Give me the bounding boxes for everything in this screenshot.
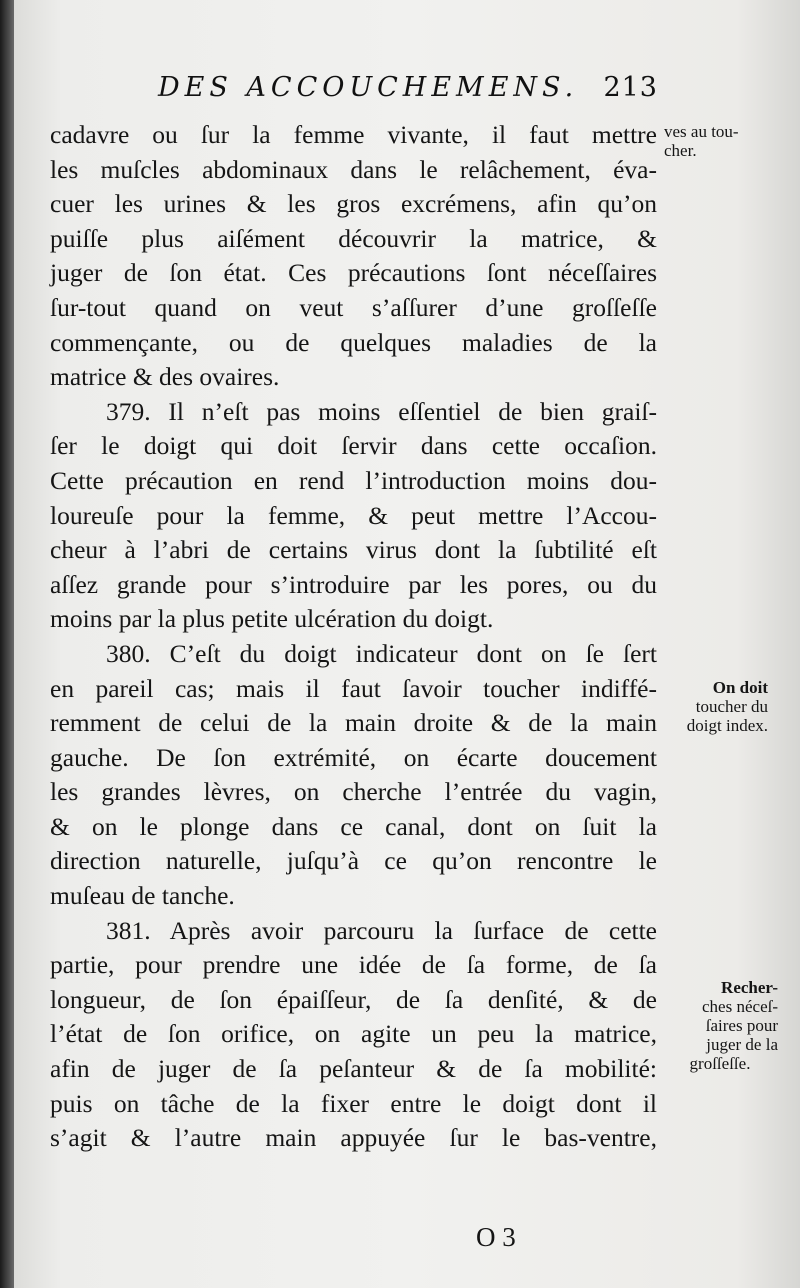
body-text <box>50 118 657 1156</box>
text-line: Cette précaution en rend l’introduction moins dou- <box>50 465 657 495</box>
margin-note-line: doigt index. <box>686 716 768 735</box>
text-line: longueur, de ſon épaiſſeur, de ſa denſité, & de <box>50 984 657 1014</box>
margin-note-line: toucher du <box>695 697 768 716</box>
page-number: 213 <box>603 72 658 103</box>
text-line: puis on tâche de la fixer entre le doigt dont il <box>50 1088 657 1118</box>
text-line: & on le plonge dans ce canal, dont on ſuit la <box>50 811 657 841</box>
text-line: juger de ſon état. Ces précautions ſont néceſſaires <box>50 258 657 288</box>
text-line: ſur-tout quand on veut s’aſſurer d’une groſſeſſe <box>50 292 657 322</box>
margin-note-line: ches néceſ- <box>702 997 778 1016</box>
text-line: les grandes lèvres, on cherche l’entrée du vagin, <box>50 777 657 807</box>
margin-note-line: ves au tou- <box>664 122 739 141</box>
margin-note-1 <box>664 122 782 160</box>
margin-note-2 <box>664 678 768 735</box>
text-line: cheur à l’abri de certains virus dont la ſubtilité eſt <box>50 535 657 565</box>
text-line: les muſcles abdominaux dans le relâchement, éva- <box>50 154 657 184</box>
text-line: remment de celui de la main droite & de la main <box>50 708 657 738</box>
margin-note-line: ſaires pour <box>705 1016 778 1035</box>
text-line: moins par la plus petite ulcération du doigt. <box>50 604 494 634</box>
text-line: matrice & des ovaires. <box>50 362 280 392</box>
margin-note-line: Recher- <box>721 978 778 997</box>
margin-note-line: cher. <box>664 141 697 160</box>
text-line: en pareil cas; mais il faut ſavoir toucher indiffé- <box>50 673 657 703</box>
margin-note-3 <box>662 978 778 1073</box>
text-line: aſſez grande pour s’introduire par les pores, ou du <box>50 569 657 599</box>
text-line: ſer le doigt qui doit ſervir dans cette occaſion. <box>50 431 657 461</box>
text-line: cuer les urines & les gros excrémens, afin qu’on <box>50 189 657 219</box>
running-title: DES ACCOUCHEMENS. <box>158 72 579 103</box>
margin-note-line: groſſeſſe. <box>689 1054 751 1073</box>
text-line: muſeau de tanche. <box>50 881 235 911</box>
margin-note-line: juger de la <box>706 1035 778 1054</box>
text-line: commençante, ou de quelques maladies de la <box>50 327 657 357</box>
signature-mark: O 3 <box>476 1222 516 1252</box>
margin-note-line: On doit <box>712 678 768 697</box>
text-line: puiſſe plus aiſément découvrir la matrice, & <box>50 223 657 253</box>
text-line: direction naturelle, juſqu’à ce qu’on rencontre le <box>50 846 657 876</box>
text-line: loureuſe pour la femme, & peut mettre l’Accou- <box>50 500 657 530</box>
paragraph-380-start: 380. C’eſt du doigt indicateur dont on ſe ſert <box>106 638 657 668</box>
text-line: partie, pour prendre une idée de ſa forme, de ſa <box>50 950 657 980</box>
text-line: gauche. De ſon extrémité, on écarte doucement <box>50 742 657 772</box>
text-line: cadavre ou ſur la femme vivante, il faut mettre <box>50 120 657 149</box>
running-header <box>158 72 658 103</box>
text-line: s’agit & l’autre main appuyée ſur le bas-ventre, <box>50 1123 657 1153</box>
page-gutter-shadow <box>0 0 14 1288</box>
paragraph-381-start: 381. Après avoir parcouru la ſurface de cette <box>106 915 657 945</box>
text-line: l’état de ſon orifice, on agite un peu la matrice, <box>50 1019 657 1049</box>
text-line: afin de juger de ſa peſanteur & de ſa mobilité: <box>50 1054 657 1084</box>
paragraph-379-start: 379. Il n’eſt pas moins eſſentiel de bien graiſ- <box>106 396 657 426</box>
